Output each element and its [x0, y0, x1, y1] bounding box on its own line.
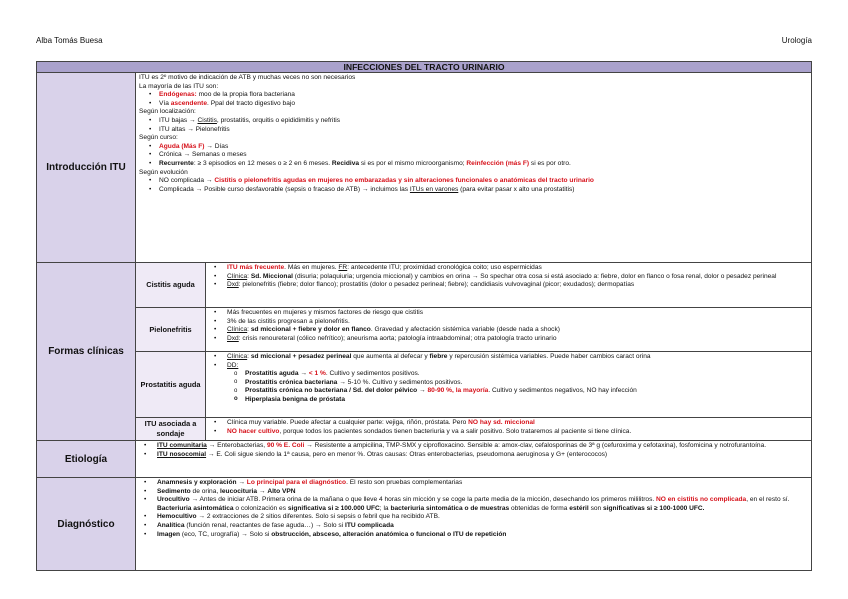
prostatitis-content [206, 352, 812, 418]
section-label-diagnostico: Diagnóstico [37, 478, 136, 571]
cistitis-bullet: • Clínica: Sd. Miccional (disuria; polaquiuria; urgencia miccional) y cambios en orina → So spechar otra cosa si está asociado a: fiebre, dolor en flanco o fosa renal, dolor o pesadez perineal [209, 273, 808, 282]
subsection-label-sondaje: ITU asociada a sondaje [136, 418, 206, 441]
pielonefritis-bullet: • Clínica: sd miccional + fiebre y dolor en flanco. Gravedad y afectación sistémica variable (desde nada a shock) [209, 326, 808, 335]
cistitis-content [206, 263, 812, 308]
intro-bullet: • NO complicada → Cistitis o pielonefritis agudas en mujeres no embarazadas y sin alteraciones funcionales o anatómicas del tracto urinario [139, 177, 808, 186]
intro-bullet: • Complicada → Posible curso desfavorable (sepsis o fracaso de ATB) → incluimos las ITUs en varones (para evitar pasar x alto una prostatitis) [139, 186, 808, 195]
intro-bullet: • ITU altas → Pielonefritis [139, 126, 808, 135]
intro-bullet: • Vía ascendente. Ppal del tracto digestivo bajo [139, 100, 808, 109]
diagnostico-bullet: • Sedimento de orina, leucocituria → Alto VPN [139, 488, 808, 497]
intro-bullet: • ITU bajas → Cistitis, prostatitis, orquitis o epididimitis y nefritis [139, 117, 808, 126]
intro-content [136, 73, 812, 263]
prostatitis-subbullet: o Hiperplasia benigna de próstata [209, 396, 808, 405]
itu-summary-table [36, 61, 812, 571]
sondaje-bullet: • NO hacer cultivo, porque todos los pacientes sondados tienen bacteriuria y va a salir positivo. Solo trataremos al paciente si tiene clínica. [209, 428, 808, 437]
cistitis-bullet: • Dxd: pielonefritis (fiebre; dolor flanco); prostatitis (dolor o pesadez perineal; fiebre); candidiasis vulvovaginal (picor; exudados); dermopatías [209, 281, 808, 290]
intro-line: Según evolución [139, 168, 188, 176]
diagnostico-bullet: • Analítica (función renal, reactantes de fase aguda…) → Solo si ITU complicada [139, 522, 808, 531]
subsection-label-cistitis: Cistitis aguda [136, 263, 206, 308]
intro-line: Según localización: [139, 108, 196, 116]
etiologia-bullet: • ITU nosocomial → E. Coli sigue siendo la 1ª causa, pero en menor %. Otras causas: Otras enterobacterias, pseudomona aeruginosa y G+ (enterococos) [139, 451, 808, 460]
prostatitis-subbullet: o Prostatitis crónica no bacteriana / Sd. del dolor pélvico → 80-90 %, la mayoría. Cultivo y sedimentos negativos, NO hay infección [209, 387, 808, 396]
intro-bullet: • Recurrente: ≥ 3 episodios en 12 meses o ≥ 2 en 6 meses. Recidiva si es por el mismo microorganismo; Reinfección (más F) si es por otro. [139, 160, 808, 169]
prostatitis-bullet: • Clínica: sd miccional + pesadez perineal que aumenta al defecar y fiebre y repercusión sistémica variables. Puede haber cambios caract orina [209, 353, 808, 362]
pielonefritis-bullet: • Dxd: crisis renoureteral (cólico nefrítico); aneurisma aorta; patología intraabdominal; otra patología tracto urinario [209, 335, 808, 344]
diagnostico-bullet: • Anamnesis y exploración → Lo principal para el diagnóstico. El resto son pruebas complementarias [139, 479, 808, 488]
pielonefritis-content [206, 308, 812, 352]
diagnostico-bullet: • Imagen (eco, TC, urografía) → Solo si obstrucción, absceso, alteración anatómica o funcional o ITU de repetición [139, 531, 808, 540]
section-label-etiologia: Etiología [37, 441, 136, 478]
subsection-label-pielonefritis: Pielonefritis [136, 308, 206, 352]
etiologia-content [136, 441, 812, 478]
sondaje-bullet: • Clínica muy variable. Puede afectar a cualquier parte: vejiga, riñón, próstata. Pero NO hay sd. miccional [209, 419, 808, 428]
prostatitis-bullet: • DD: [209, 362, 808, 371]
prostatitis-subbullet: o Prostatitis crónica bacteriana → 5-10 %. Cultivo y sedimentos positivos. [209, 379, 808, 388]
sondaje-content [206, 418, 812, 441]
subsection-label-prostatitis: Prostatitis aguda [136, 352, 206, 418]
intro-bullet: • Crónica → Semanas o meses [139, 151, 808, 160]
subject-name: Urología [781, 36, 812, 45]
intro-bullet: • Endógenas: moo de la propia flora bacteriana [139, 91, 808, 100]
section-label-formas: Formas clínicas [37, 263, 136, 441]
table-title: INFECCIONES DEL TRACTO URINARIO [37, 62, 812, 73]
intro-line: Según curso: [139, 134, 178, 142]
diagnostico-bullet: • Urocultivo → Antes de iniciar ATB. Primera orina de la mañana o que lleve 4 horas sin micción y se coge la parte media de la micción, desechando los primeros mililitros. NO en cistitis no complicada, en el resto sí. Bacteriuria asintomática o colonización es significativa si ≥ 100.000 UFC; la bacteriuria sintomática o de muestras obtenidas de forma estéril son significativas si ≥ 100-1000 UFC. [139, 496, 808, 513]
cistitis-bullet: • ITU más frecuente. Más en mujeres. FR: antecedente ITU; proximidad cronológica coito; uso espermicidas [209, 264, 808, 273]
prostatitis-subbullet: o Prostatitis aguda → < 1 %. Cultivo y sedimentos positivos. [209, 370, 808, 379]
pielonefritis-bullet: • 3% de las cistitis progresan a pielonefritis. [209, 318, 808, 327]
diagnostico-bullet: • Hemocultivo → 2 extracciones de 2 sitios diferentes. Solo si sepsis o febril que ha recibido ATB. [139, 513, 808, 522]
intro-line: La mayoría de las ITU son: [139, 82, 219, 90]
diagnostico-content [136, 478, 812, 571]
pielonefritis-bullet: • Más frecuentes en mujeres y mismos factores de riesgo que cistitis [209, 309, 808, 318]
author-name: Alba Tomás Buesa [36, 36, 103, 45]
intro-bullet: • Aguda (Más F) → Días [139, 143, 808, 152]
section-label-intro: Introducción ITU [37, 73, 136, 263]
intro-line: ITU es 2º motivo de indicación de ATB y muchas veces no son necesarios [139, 74, 356, 81]
etiologia-bullet: • ITU comunitaria → Enterobacterias, 90 % E. Coli → Resistente a ampicilina, TMP-SMX y ciprofloxacino. Sensible a: amox-clav, cefalosporinas de 3ª g (cefuroxima y cefotaxina), fosfomicina y notrofurantoína. [139, 442, 808, 451]
